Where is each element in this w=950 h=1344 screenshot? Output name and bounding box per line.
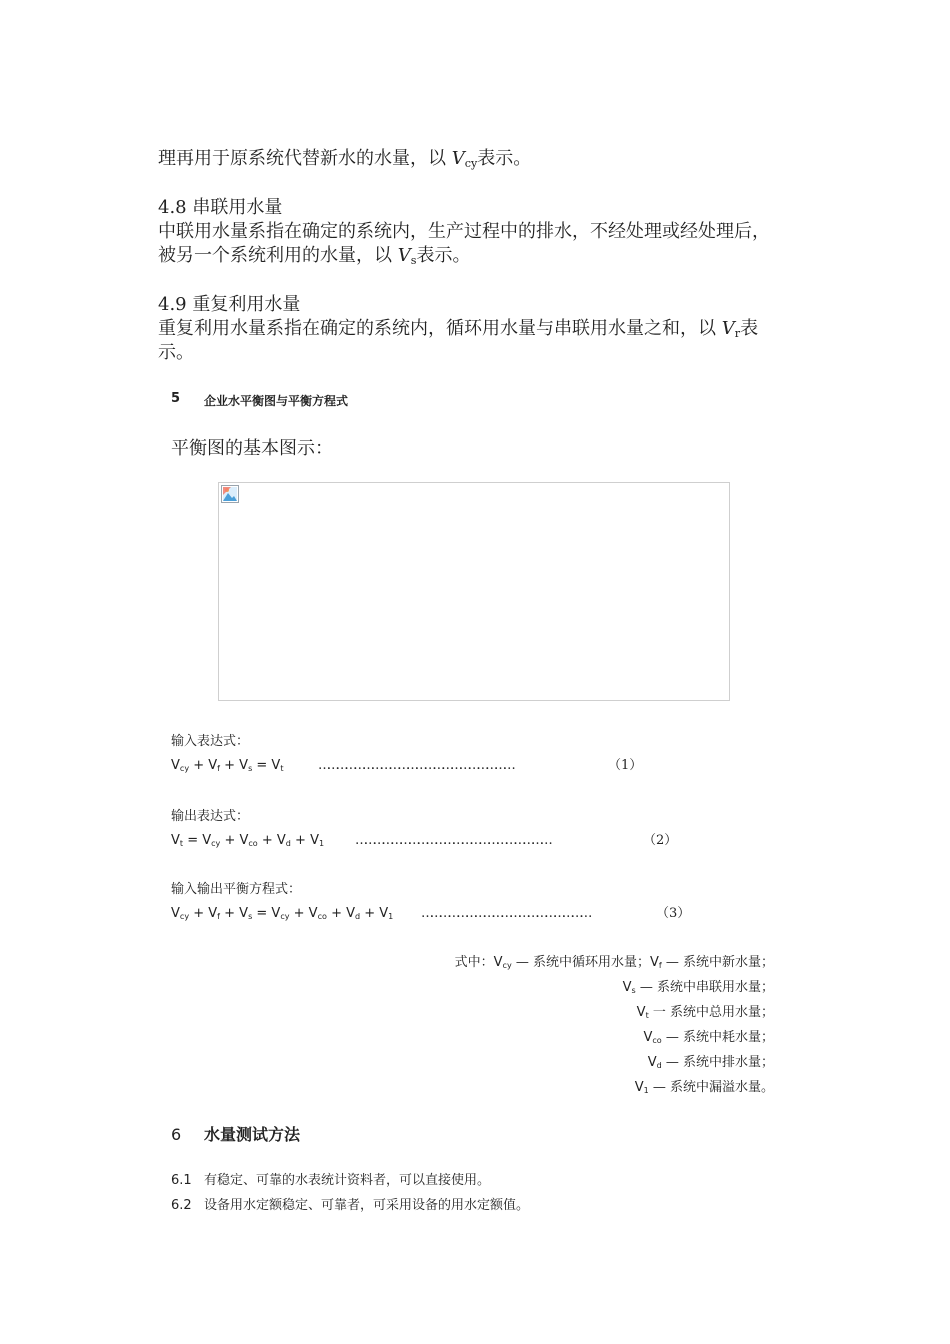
var-sub: t xyxy=(645,1011,649,1020)
var-v: V xyxy=(451,148,465,169)
term: + V xyxy=(257,833,286,848)
legend-desc: — 系统中新水量； xyxy=(661,955,774,970)
text: 表 xyxy=(740,318,759,339)
legend-line-5 xyxy=(648,1054,774,1075)
term-sub: cy xyxy=(211,839,221,848)
eq3-formula xyxy=(171,905,393,926)
term-sub: t xyxy=(179,839,184,848)
section-5-number: 5 xyxy=(171,391,181,406)
term-sub: 1 xyxy=(318,839,325,848)
var-v: V xyxy=(622,980,632,995)
var-sub: s xyxy=(410,253,417,267)
legend-desc: 一 系统中总用水量； xyxy=(648,1005,774,1020)
var-sub: co xyxy=(652,1036,662,1045)
var-sub: 1 xyxy=(643,1086,649,1095)
term-sub: f xyxy=(217,912,220,921)
eq3-leader-dots: ………………………………………………… xyxy=(421,906,589,921)
var-v: V xyxy=(634,1080,644,1095)
legend-desc: — 系统中串联用水量； xyxy=(635,980,774,995)
term: + V xyxy=(189,758,218,773)
section-4-8-heading: 4.8 串联用水量 xyxy=(158,197,283,218)
term: = V xyxy=(252,758,281,773)
var-sub: d xyxy=(656,1061,662,1070)
term: + V xyxy=(290,833,319,848)
intro-line xyxy=(158,147,531,176)
term-sub: s xyxy=(248,764,253,773)
text: 被另一个系统利用的水量，以 xyxy=(158,245,398,266)
intro-text: 理再用于原系统代替新水的水量，以 xyxy=(158,148,452,169)
eq1-formula xyxy=(171,757,283,778)
section-4-8-line1: 中联用水量系指在确定的系统内，生产过程中的排水，不经处理或经处理后， xyxy=(158,221,770,242)
legend-line-1 xyxy=(455,954,774,975)
term: = V xyxy=(252,906,281,921)
legend-desc: — 系统中漏溢水量。 xyxy=(648,1080,774,1095)
section-4-8-line2 xyxy=(158,244,470,273)
var-sub: s xyxy=(631,986,636,995)
eq2-formula xyxy=(171,832,324,853)
item-number: 6.2 xyxy=(171,1198,192,1213)
term: V xyxy=(171,906,180,921)
item-number: 6.1 xyxy=(171,1173,192,1188)
term-sub: d xyxy=(355,912,361,921)
text: 表示。 xyxy=(416,245,471,266)
section-6-number: 6 xyxy=(171,1125,182,1144)
var-v: V xyxy=(649,955,659,970)
legend-line-2 xyxy=(623,979,774,1000)
term: V xyxy=(171,833,180,848)
term-sub: t xyxy=(280,764,284,773)
term-sub: co xyxy=(317,912,327,921)
list-item xyxy=(171,1172,192,1190)
eq1-label: 输入表达式： xyxy=(171,734,250,749)
var-sub: cy xyxy=(464,156,478,170)
section-4-9-line2: 示。 xyxy=(158,342,194,363)
eq3-number: （3） xyxy=(656,906,691,921)
term: = V xyxy=(183,833,212,848)
term-sub: f xyxy=(217,764,220,773)
intro-suffix: 表示。 xyxy=(477,148,532,169)
eq2-leader-dots: ………………………………………………………… xyxy=(355,833,549,848)
eq3-label: 输入输出平衡方程式： xyxy=(171,882,302,897)
section-5-title: 企业水平衡图与平衡方程式 xyxy=(204,394,349,408)
item-text: 有稳定、可靠的水表统计资料者，可以直接使用。 xyxy=(204,1173,491,1188)
term-sub: co xyxy=(248,839,258,848)
var-v: V xyxy=(721,318,735,339)
legend-desc: — 系统中循环用水量； xyxy=(511,955,650,970)
var-sub: cy xyxy=(502,961,512,970)
term-sub: 1 xyxy=(388,912,394,921)
term: + V xyxy=(189,906,218,921)
var-v: V xyxy=(643,1030,653,1045)
term-sub: d xyxy=(285,839,291,848)
term: + V xyxy=(360,906,389,921)
eq2-label: 输出表达式： xyxy=(171,809,250,824)
eq2-number: （2） xyxy=(643,833,678,848)
section-4-9-line1 xyxy=(158,317,758,346)
var-v: V xyxy=(493,955,503,970)
term: + V xyxy=(326,906,355,921)
legend-line-6 xyxy=(635,1079,774,1100)
term-sub: s xyxy=(248,912,253,921)
var-sub: r xyxy=(734,326,741,340)
term: + V xyxy=(289,906,318,921)
legend-desc: — 系统中耗水量； xyxy=(661,1030,774,1045)
text: 重复利用水量系指在确定的系统内，循环用水量与串联用水量之和，以 xyxy=(158,318,722,339)
var-v: V xyxy=(397,245,411,266)
term-sub: cy xyxy=(280,912,290,921)
section-6-title: 水量测试方法 xyxy=(204,1125,301,1144)
eq1-leader-dots: ………………………………………………………… xyxy=(318,758,512,773)
var-v: V xyxy=(636,1005,646,1020)
legend-line-3 xyxy=(637,1004,774,1025)
term: + V xyxy=(220,833,249,848)
var-v: V xyxy=(647,1055,657,1070)
var-sub: f xyxy=(658,961,662,970)
section-4-9-heading: 4.9 重复利用水量 xyxy=(158,294,301,315)
legend-desc: — 系统中排水量； xyxy=(661,1055,774,1070)
term-sub: cy xyxy=(179,764,190,773)
legend-prefix: 式中： xyxy=(454,955,494,970)
term: + V xyxy=(220,906,249,921)
term: V xyxy=(171,758,180,773)
term: + V xyxy=(220,758,249,773)
list-item xyxy=(171,1197,192,1215)
balance-diagram-image xyxy=(218,482,730,701)
eq1-number: （1） xyxy=(608,758,643,773)
diagram-caption: 平衡图的基本图示： xyxy=(171,438,333,459)
item-text: 设备用水定额稳定、可靠者，可采用设备的用水定额值。 xyxy=(204,1198,530,1213)
legend-line-4 xyxy=(643,1029,774,1050)
broken-image-icon xyxy=(221,485,239,503)
term-sub: cy xyxy=(179,912,190,921)
